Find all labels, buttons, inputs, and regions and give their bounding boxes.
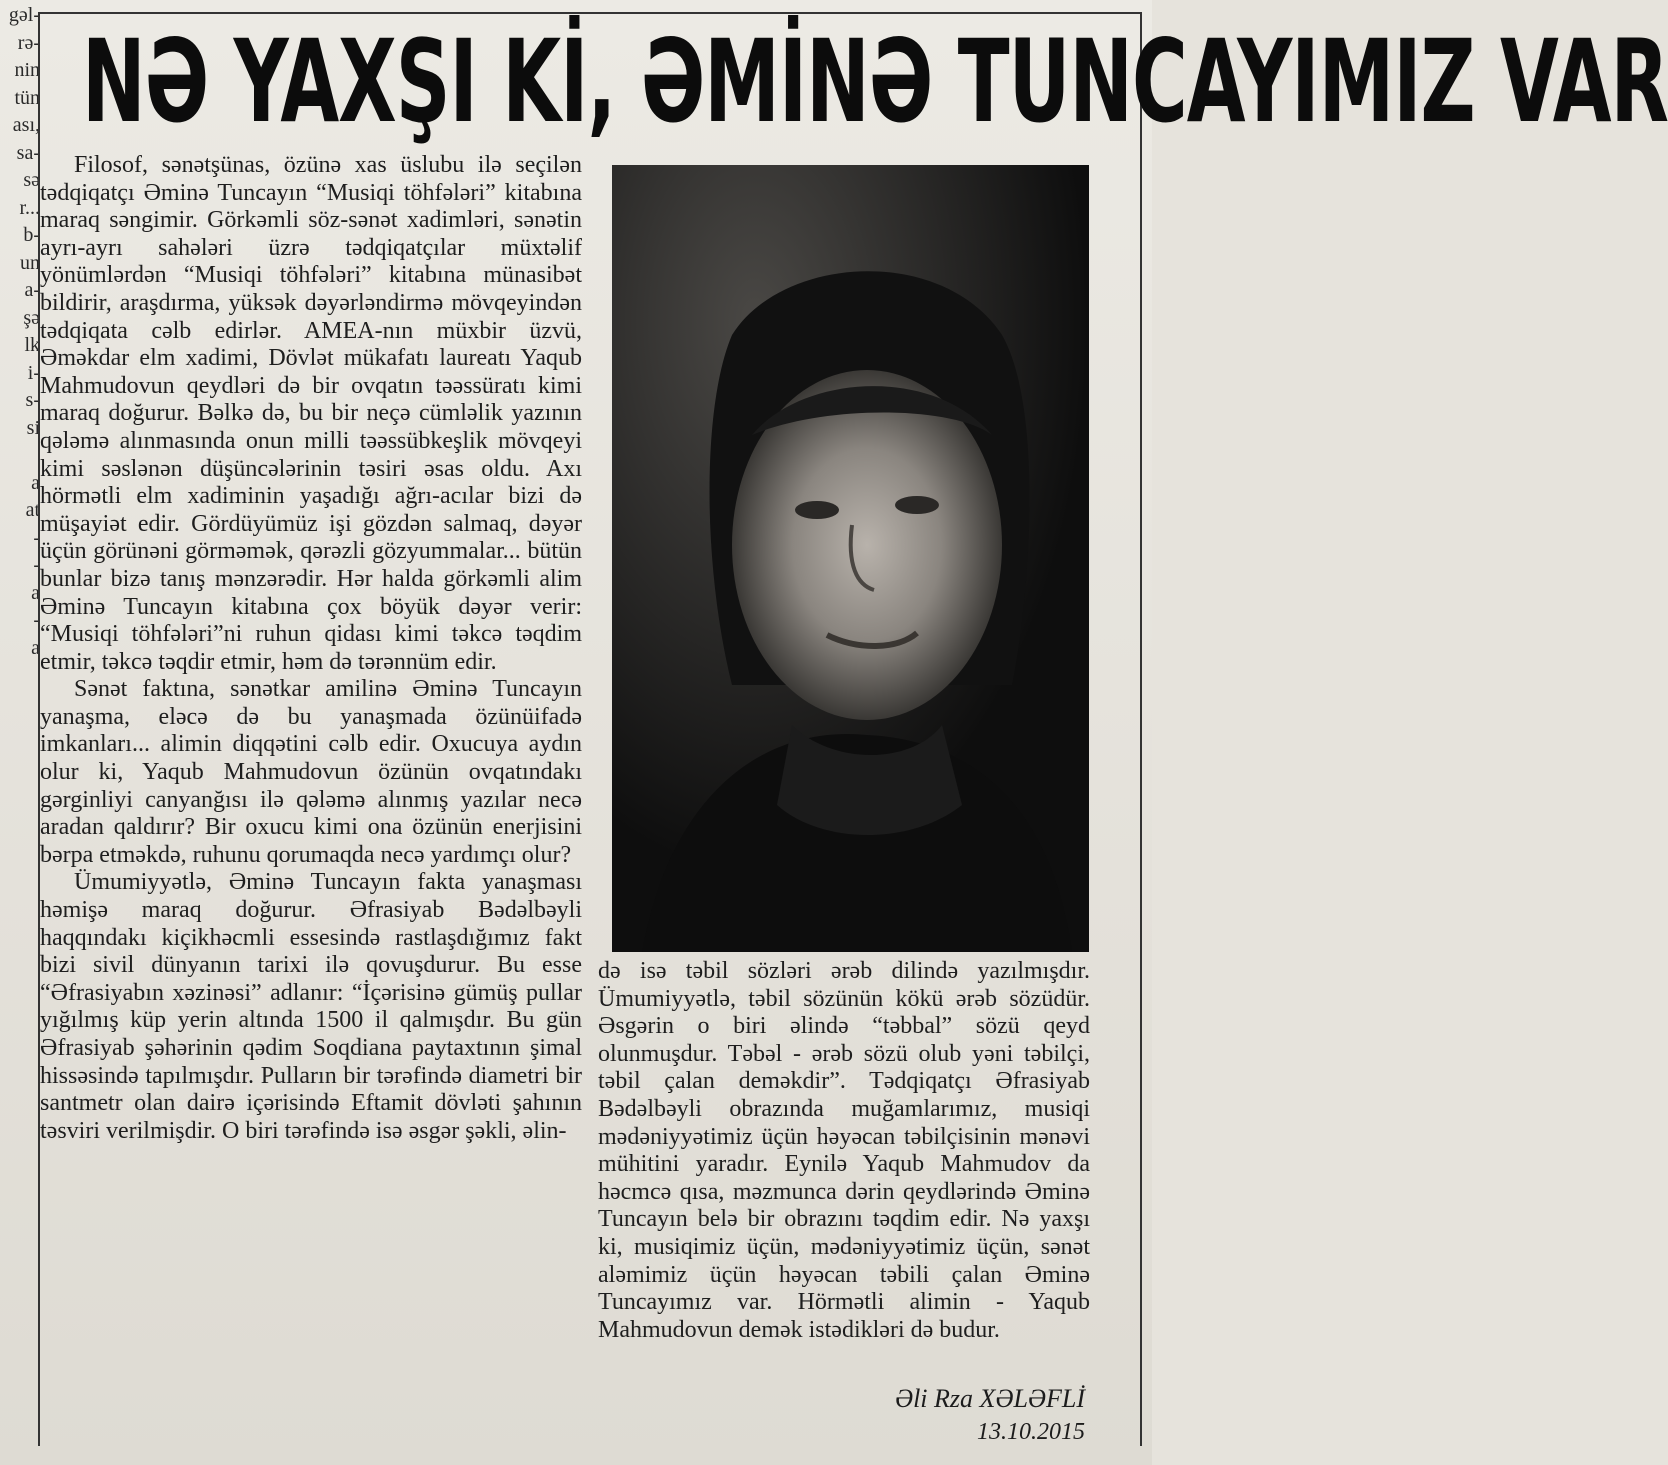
- fragment-line: b-: [23, 224, 40, 246]
- fragment-line: ası,: [12, 114, 40, 136]
- fragment-line: [0, 690, 40, 718]
- fragment-line: -: [33, 554, 40, 576]
- fragment-line: r...: [19, 196, 40, 219]
- fragment-line: gəl-: [8, 4, 40, 26]
- fragment-line: i-: [27, 361, 40, 384]
- fragment-line: a: [31, 581, 40, 604]
- fragment-line: un: [20, 251, 40, 274]
- author-signature: Əli Rza XƏLƏFLİ: [895, 1384, 1085, 1413]
- fragment-line: [0, 442, 40, 470]
- right-column: [598, 958, 1090, 1344]
- fragment-line: tün: [14, 86, 40, 109]
- fragment-line: şə: [23, 306, 40, 329]
- portrait-photo: [612, 165, 1089, 952]
- fragment-line: nin: [14, 59, 40, 81]
- fragment-line: [0, 662, 40, 690]
- fragment-line: at: [25, 499, 40, 521]
- paragraph-3: Ümumiyyətlə, Əminə Tuncayın fakta yanaşması həmişə maraq doğurur. Əfrasiyab Bədəlbəyli haqqındakı kiçikhəcmli essesində rastlaşdığımız fakt bizi sivil dünyanın tarixi ilə qovuşdurur. Bu esse “Əfrasiyabın xəzinəsi” adlanır: “İçərisinə gümüş pullar yığılmış küp yerin altında 1500 il qalmışdır. Bu gün Əfrasiyab şəhərinin qədim Soqdiana paytaxtının şimal hissəsində tapılmışdır. Pulların bir tərəfində diametri bir santmetr olan dairə içərisində Eftamit dövləti şahının təsviri verilmişdir. O biri tərəfində isə əsgər şəkli, əlin-: [40, 869, 582, 1144]
- portrait-image: [612, 165, 1089, 952]
- fragment-line: -: [33, 526, 40, 549]
- fragment-line: rə-: [17, 31, 40, 54]
- fragment-line: si: [26, 416, 40, 439]
- fragment-line: a: [31, 471, 40, 494]
- fragment-line: sa-: [16, 141, 40, 164]
- headline: NƏ YAXŞI Kİ, ƏMİNƏ TUNCAYIMIZ VAR: [82, 14, 1668, 148]
- fragment-line: a: [31, 636, 40, 659]
- fragment-line: s-: [25, 389, 40, 411]
- fragment-line: lk: [24, 334, 40, 356]
- paragraph-continued: də isə təbil sözləri ərəb dilində yazılmışdır. Ümumiyyətlə, təbil sözünün kökü ərəb sözüdür. Əsgərin o biri əlində “təbbal” sözü qeyd olunmuşdur. Təbəl - ərəb sözü olub yəni təbilçi, təbil çalan deməkdir”. Tədqiqatçı Əfrasiyab Bədəlbəyli obrazında muğamlarımız, musiqi mədəniyyətimiz üçün həyəcan təbilçisinin mənəvi mühitini yaradır. Eynilə Yaqub Mahmudov da həcmcə qısa, məzmunca dərin qeydlərində Əminə Tuncayın belə bir obrazını təqdim edir. Nə yaxşı ki, musiqimiz üçün, mədəniyyətimiz üçün, sənət aləmimiz üçün həyəcan təbili çalan Əminə Tuncayımız var. Hörmətli alimin - Yaqub Mahmudovun demək istədikləri də budur.: [598, 958, 1090, 1343]
- paragraph-2: Sənət faktına, sənətkar amilinə Əminə Tuncayın yanaşma, eləcə də bu yanaşmada özünüifadə imkanları... alimin diqqətini cəlb edir. Oxucuya aydın olur ki, Yaqub Mahmudovun özünün ovqatındakı gərginliyi canyanğısı ilə qələmə alınmış yazılar necə aradan qaldırır? Bir oxucu kimi ona özünün enerjisini bərpa etməkdə, ruhunu qorumaqda necə yardımçı olur?: [40, 676, 582, 868]
- publication-date: 13.10.2015: [977, 1419, 1085, 1445]
- fragment-line: sə: [23, 169, 40, 191]
- fragment-line: -: [33, 609, 40, 631]
- left-column: [40, 152, 582, 1145]
- fragment-line: a-: [24, 279, 40, 301]
- adjacent-column-fragments: [0, 0, 40, 717]
- paragraph-1: Filosof, sənətşünas, özünə xas üslubu ilə seçilən tədqiqatçı Əminə Tuncayın “Musiqi töhfələri” kitabına maraq səngimir. Görkəmli söz-sənət xadimləri, sənətin ayrı-ayrı sahələri üzrə tədqiqatçılar müxtəlif yönümlərdən “Musiqi töhfələri” kitabına münasibət bildirir, araşdırma, yüksək dəyərləndirmə mövqeyindən tədqiqata cəlb edirlər. AMEA-nın müxbir üzvü, Əməkdar elm xadimi, Dövlət mükafatı laureatı Yaqub Mahmudovun qeydləri də bir ovqatın təəssüratı kimi maraq doğurur. Bəlkə də, bu bir neçə cümləlik yazının qələmə alınmasında onun milli təəssübkeşlik mövqeyi kimi səslənən düşüncələrinin təsiri əsas oldu. Axı hörmətli elm xadiminin yaşadığı ağrı-acılar bizi də müşayiət edir. Gördüyümüz işi gözdən salmaq, dəyər üçün görünəni görməmək, qərəzli gözyummalar... bütün bunlar bizə tanış mənzərədir. Hər halda görkəmli alim Əminə Tuncayın kitabına çox böyük dəyər verir: “Musiqi töhfələri”ni ruhun qidası kimi təkcə təqdim etmir, təkcə təqdir etmir, həm də tərənnüm edir.: [40, 152, 582, 675]
